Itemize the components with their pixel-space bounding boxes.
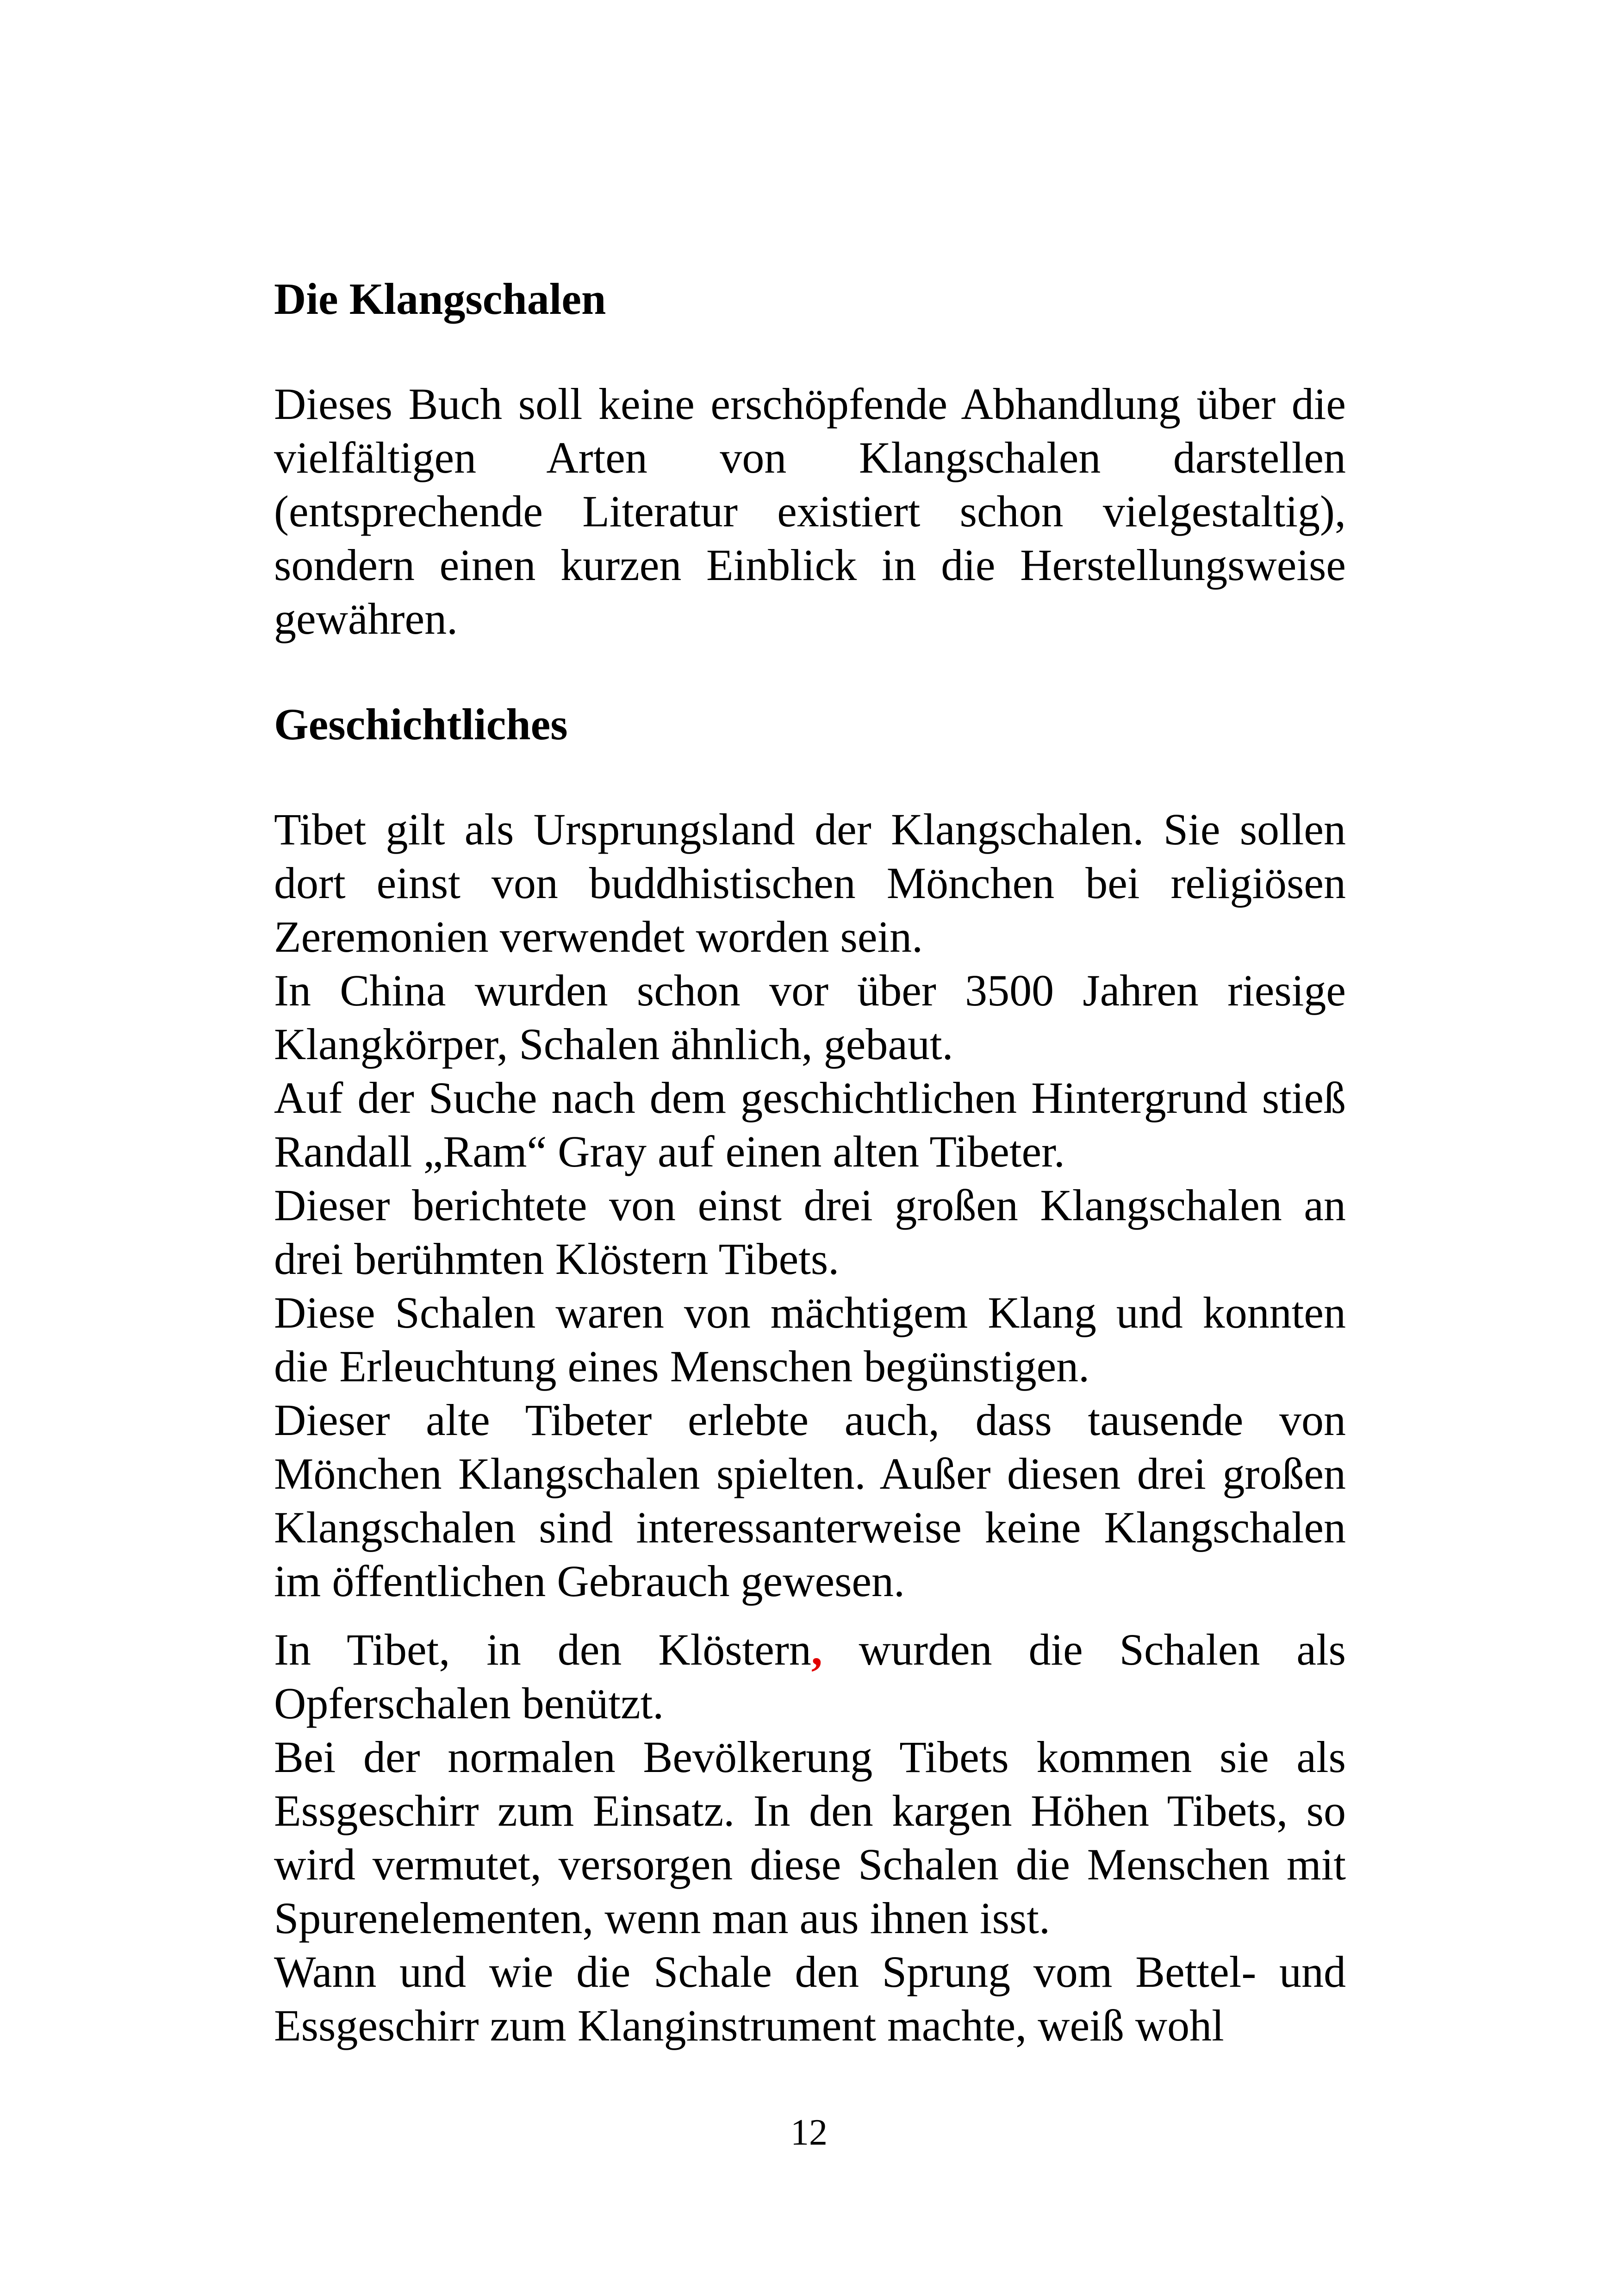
paragraph: Bei der normalen Bevölkerung Tibets kommen sie als Essgeschirr zum Einsatz. In den kargen Höhen Tibets, so wird vermutet, versorgen diese Schalen die Menschen mit Spurenelementen, wenn man aus ihnen isst. xyxy=(274,1732,1346,1943)
paragraph: Dieses Buch soll keine erschöpfende Abhandlung über die vielfältigen Arten von Klangschalen darstellen (entsprechende Literatur existiert schon vielgestaltig), sondern einen kurzen Einblick in die Herstellungsweise gewähren. xyxy=(274,379,1346,643)
paragraph: Dieser berichtete von einst drei großen Klangschalen an drei berühmten Klöstern Tibets. xyxy=(274,1180,1346,1284)
paragraph-text-after: wurden die Schalen als Opferschalen benützt. xyxy=(274,1625,1346,1728)
paragraph: Wann und wie die Schale den Sprung vom Bettel- und Essgeschirr zum Klanginstrument machte, weiß wohl xyxy=(274,1947,1346,2050)
paragraph-text-before: In Tibet, in den Klöstern xyxy=(274,1625,811,1674)
page-number: 12 xyxy=(790,2112,828,2153)
paragraph: Auf der Suche nach dem geschichtlichen Hintergrund stieß Randall „Ram“ Gray auf einen alten Tibeter. xyxy=(274,1073,1346,1176)
paragraph: In China wurden schon vor über 3500 Jahren riesige Klangkörper, Schalen ähnlich, gebaut. xyxy=(274,966,1346,1069)
paragraph: Diese Schalen waren von mächtigem Klang und konnten die Erleuchtung eines Menschen begünstigen. xyxy=(274,1288,1346,1391)
section-heading-klangschalen: Die Klangschalen xyxy=(274,274,606,324)
history-text xyxy=(274,803,1346,2053)
section-heading-geschichtliches: Geschichtliches xyxy=(274,699,568,749)
red-comma-mark: , xyxy=(811,1625,822,1674)
paragraph: Dieser alte Tibeter erlebte auch, dass tausende von Mönchen Klangschalen spielten. Außer diesen drei großen Klangschalen sind interessanterweise keine Klangschalen im öffentlichen Gebrauch gewesen. xyxy=(274,1395,1346,1606)
paragraph-with-red-comma xyxy=(274,1623,1346,1730)
paragraph: Tibet gilt als Ursprungsland der Klangschalen. Sie sollen dort einst von buddhistischen Mönchen bei religiösen Zeremonien verwendet worden sein. xyxy=(274,805,1346,961)
intro-text xyxy=(274,377,1346,646)
